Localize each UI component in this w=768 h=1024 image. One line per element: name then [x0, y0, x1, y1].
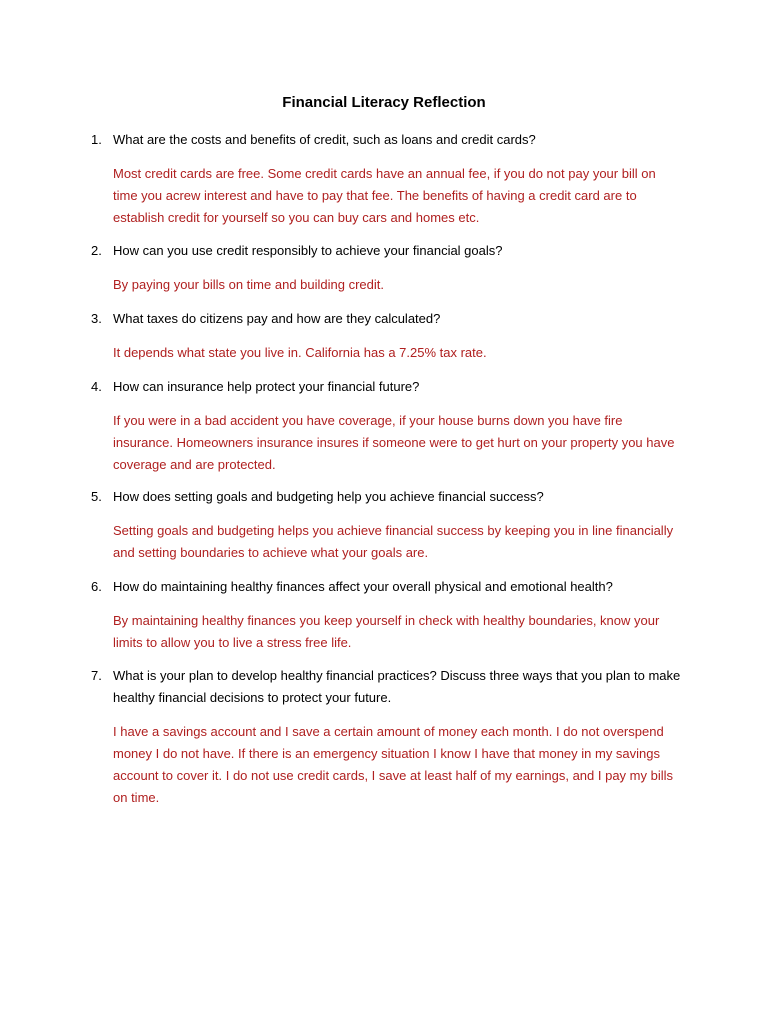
- question-text: What is your plan to develop healthy financial practices? Discuss three ways that you plan to make healthy financial decisions to protect your future.: [113, 668, 681, 705]
- answer-2: By paying your bills on time and building credit.: [113, 277, 384, 292]
- question-4: [91, 376, 691, 398]
- qa-item-7: [91, 665, 691, 809]
- question-text: What taxes do citizens pay and how are they calculated?: [113, 311, 441, 326]
- question-6: [91, 576, 691, 598]
- question-number: 5.: [91, 489, 102, 504]
- qa-item-6: [91, 576, 691, 654]
- question-number: 2.: [91, 243, 102, 258]
- qa-item-4: [91, 376, 691, 476]
- answer-7: I have a savings account and I save a certain amount of money each month. I do not overspend money I do not have. If there is an emergency situation I know I have that money in my savings account to cover it. I do not use credit cards, I save at least half of my earnings, and I pay my bills on time.: [113, 724, 673, 805]
- question-number: 6.: [91, 579, 102, 594]
- qa-item-5: [91, 486, 691, 564]
- question-number: 1.: [91, 132, 102, 147]
- question-text: How can you use credit responsibly to achieve your financial goals?: [113, 243, 503, 258]
- question-3: [91, 308, 691, 330]
- question-number: 3.: [91, 311, 102, 326]
- qa-item-1: [91, 129, 691, 229]
- answer-1: Most credit cards are free. Some credit cards have an annual fee, if you do not pay your bill on time you acrew interest and have to pay that fee. The benefits of having a credit card are to establish credit for yourself so you can buy cars and homes etc.: [113, 166, 656, 225]
- question-2: [91, 240, 691, 262]
- question-7: [91, 665, 691, 709]
- answer-5: Setting goals and budgeting helps you achieve financial success by keeping you in line financially and setting boundaries to achieve what your goals are.: [113, 523, 674, 560]
- qa-item-2: [91, 240, 691, 296]
- question-text: How do maintaining healthy finances affect your overall physical and emotional health?: [113, 579, 613, 594]
- question-number: 4.: [91, 379, 102, 394]
- answer-6: By maintaining healthy finances you keep yourself in check with healthy boundaries, know your limits to allow you to live a stress free life.: [113, 613, 660, 650]
- question-text: How can insurance help protect your financial future?: [113, 379, 420, 394]
- question-5: [91, 486, 691, 508]
- answer-4: If you were in a bad accident you have coverage, if your house burns down you have fire insurance. Homeowners insurance insures if someone were to get hurt on your property you have coverage and are protected.: [113, 413, 675, 472]
- question-number: 7.: [91, 668, 102, 683]
- question-text: What are the costs and benefits of credit, such as loans and credit cards?: [113, 132, 536, 147]
- qa-item-3: [91, 308, 691, 364]
- page-title: Financial Literacy Reflection: [282, 94, 486, 111]
- question-text: How does setting goals and budgeting help you achieve financial success?: [113, 489, 544, 504]
- question-1: [91, 129, 691, 151]
- answer-3: It depends what state you live in. California has a 7.25% tax rate.: [113, 345, 487, 360]
